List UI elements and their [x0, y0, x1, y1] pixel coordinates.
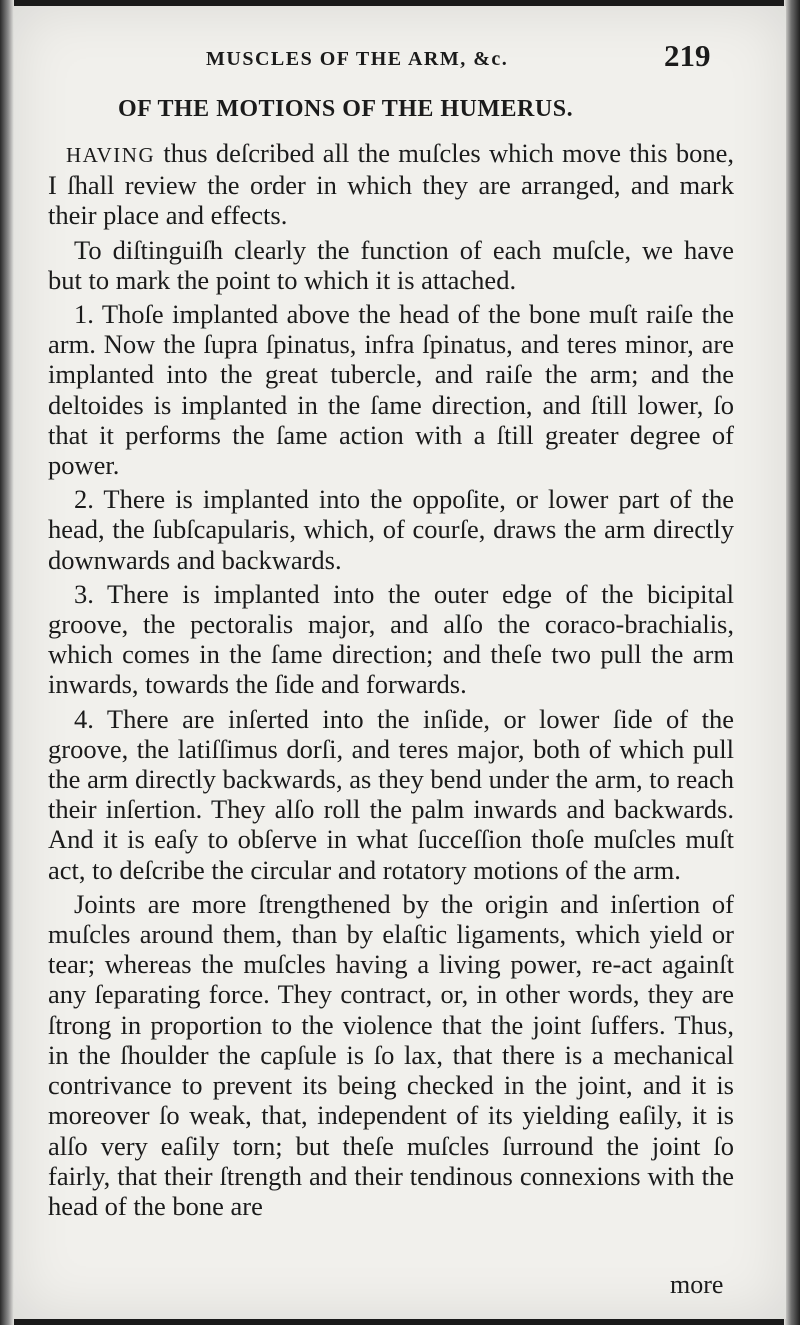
page-number: 219 [664, 38, 711, 73]
paragraph: To diſtinguiſh clearly the function of each muſcle, we have but to mark the point to which it is attached. [48, 234, 734, 295]
running-head-title: MUSCLES OF THE ARM, &c. [206, 48, 509, 70]
paragraph: 4. There are inſerted into the inſide, or lower ſide of the groove, the latiſſimus dorſi, and teres major, both of which pull the arm directly backwards, as they bend under the arm, to reach their inſertion. They alſo roll the palm inwards and backwards. And it is eaſy to obſerve in what ſucceſſion thoſe muſcles muſt act, to deſcribe the circular and rotatory motions of the arm. [48, 703, 734, 885]
catchword: more [670, 1270, 724, 1299]
paragraph: 3. There is implanted into the outer edge of the bicipital groove, the pectoralis major, and alſo the coraco-brachialis, which comes in the ſame direction; and theſe two pull the arm inwards, towards the ſide and forwards. [48, 578, 734, 700]
paragraph-text: thus deſcribed all the muſcles which move this bone, I ſhall review the order in which they are arranged, and mark their place and effects. [48, 138, 734, 231]
page-edge-right [784, 0, 800, 1325]
body-text [48, 138, 734, 1225]
paragraph-lead-smallcaps: HAVING [66, 143, 156, 167]
paragraph [48, 138, 734, 231]
running-head [14, 36, 786, 76]
paragraph: 2. There is implanted into the oppoſite, or lower part of the head, the ſubſcapularis, which, of courſe, draws the arm directly downwards and backwards. [48, 484, 734, 575]
paragraph: Joints are more ſtrengthened by the origin and inſertion of muſcles around them, than by elaſtic ligaments, which yield or tear; whereas the muſcles having a living power, re-act againſt any ſeparating force. They contract, or, in other words, they are ſtrong in proportion to the violence that the joint ſuffers. Thus, in the ſhoulder the capſule is ſo lax, that there is a mechanical contrivance to prevent its being checked in the joint, and it is moreover ſo weak, that, independent of its yielding eaſily, it is alſo very eaſily torn; but theſe muſcles ſurround the joint ſo fairly, that their ſtrength and their tendinous connexions with the head of the bone are [48, 888, 734, 1221]
book-page [14, 6, 786, 1319]
section-heading: OF THE MOTIONS OF THE HUMERUS. [118, 96, 574, 122]
page-edge-left [0, 0, 14, 1325]
paragraph: 1. Thoſe implanted above the head of the bone muſt raiſe the arm. Now the ſupra ſpinatus, infra ſpinatus, and teres minor, are implanted into the great tubercle, and raiſe the arm; and the deltoides is implanted in the ſame direction, and ſtill lower, ſo that it performs the ſame action with a ſtill greater degree of power. [48, 299, 734, 481]
